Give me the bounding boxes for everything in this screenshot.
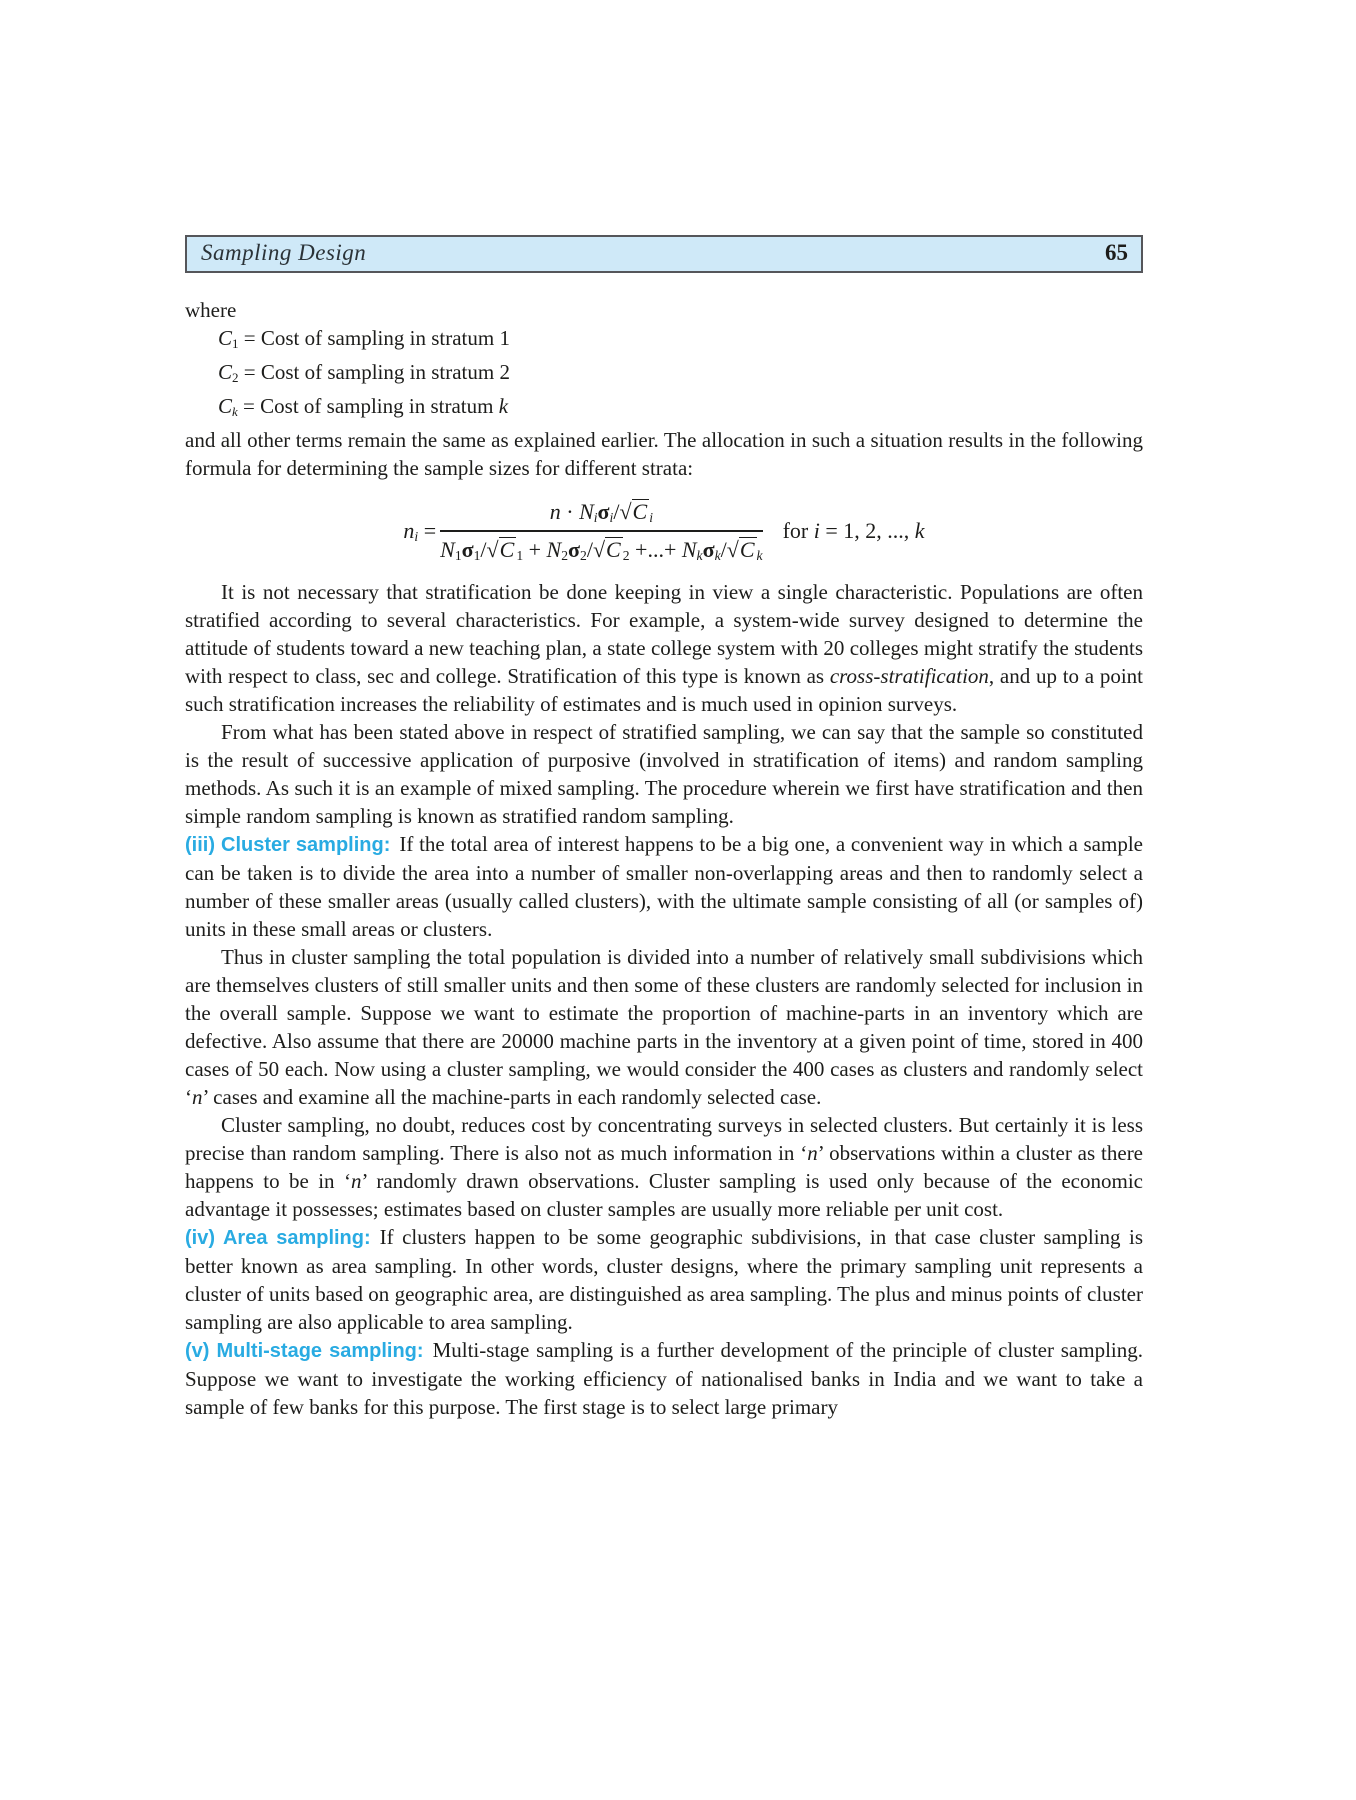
formula-numerator: n · Niσi/√C i — [440, 498, 762, 532]
formula-denominator: N1σ1/√C 1 + N2σ2/√C 2 +...+ Nkσk/√C k — [440, 536, 763, 563]
section-text-multistage: Multi-stage sampling is a further development of the principle of cluster sampling. Suppose we want to investigate the working efficiency of nationalised banks in India and we want to take a sample of few banks for this purpose. The first stage is to select large primary — [185, 1337, 1143, 1419]
section-text-area: If clusters happen to be some geographic subdivisions, in that case cluster sampling is better known as area sampling. In other words, cluster designs, where the primary sampling unit represents a cluster of units based on geographic area, are distinguished as area sampling. The plus and minus points of cluster sampling are also applicable to area sampling. — [185, 1224, 1143, 1334]
paragraph-cluster-example: Thus in cluster sampling the total population is divided into a number of relatively small subdivisions which are themselves clusters of still smaller units and then some of these clusters are randomly selected for inclusion in the overall sample. Suppose we want to estimate the proportion of machine-parts in an inventory which are defective. Also assume that there are 20000 machine parts in the inventory at a given point of time, stored in 400 cases of 50 each. Now using a cluster sampling, we would consider the 400 cases as clusters and randomly select ‘n’ cases and examine all the machine-parts in each randomly selected case. — [185, 944, 1143, 1109]
definition-line-c1: C1 = Cost of sampling in stratum 1 — [218, 326, 510, 351]
definition-line-c2: C2 = Cost of sampling in stratum 2 — [218, 359, 510, 385]
section-multistage-sampling — [185, 1336, 1143, 1421]
paragraph-cross-stratification: It is not necessary that stratification be done keeping in view a single characteristic. Populations are often stratified according to several characteristics. For example, a system-wide survey designed to determine the attitude of students toward a new teaching plan, a state college system with 20 colleges might stratify the students with respect to class, sec and college. Stratification of this type is known as cross-stratification, and up to a point such stratification increases the reliability of estimates and is much used in opinion surveys. — [185, 579, 1143, 716]
definition-line-ck: Ck = Cost of sampling in stratum k — [218, 393, 509, 419]
definitions-list — [218, 324, 1143, 426]
formula-lhs: ni = — [403, 517, 437, 544]
section-heading-multistage: (v) Multi-stage sampling: — [185, 1339, 424, 1362]
paragraph-mixed-sampling: From what has been stated above in respect of stratified sampling, we can say that the sample so constituted is the result of successive application of purposive (involved in stratification of items) and random sampling methods. As such it is an example of mixed sampling. The procedure wherein we first have stratification and then simple random sampling is known as stratified random sampling. — [185, 719, 1143, 828]
page-number: 65 — [1105, 240, 1128, 265]
page-title: Sampling Design — [201, 240, 367, 265]
formula-fraction — [440, 498, 762, 564]
page-content — [185, 296, 1143, 1421]
paragraph-cluster-tradeoffs: Cluster sampling, no doubt, reduces cost by concentrating surveys in selected clusters. But certainly it is less precise than random sampling. There is also not as much information in ‘n’ observations within a cluster as there happens to be in ‘n’ randomly drawn observations. Cluster sampling is used only because of the economic advantage it possesses; estimates based on cluster samples are usually more reliable per unit cost. — [185, 1112, 1144, 1221]
section-heading-area: (iv) Area sampling: — [185, 1226, 371, 1249]
formula-condition: for i = 1, 2, ..., k — [782, 517, 925, 543]
section-heading-cluster: (iii) Cluster sampling: — [185, 833, 391, 856]
section-area-sampling — [185, 1223, 1143, 1336]
allocation-formula — [185, 498, 1143, 564]
header-bar — [185, 235, 1143, 273]
where-label: where — [185, 298, 237, 322]
section-text-cluster: If the total area of interest happens to be a big one, a convenient way in which a sample can be taken is to divide the area into a number of smaller non-overlapping areas and then to randomly select a number of these smaller areas (usually called clusters), with the ultimate sample consisting of all (or samples of) units in these small areas or clusters. — [185, 831, 1143, 941]
paragraph-allocation-intro: and all other terms remain the same as explained earlier. The allocation in such a situation results in the following formula for determining the sample sizes for different strata: — [185, 427, 1143, 480]
section-cluster-sampling — [185, 830, 1143, 943]
